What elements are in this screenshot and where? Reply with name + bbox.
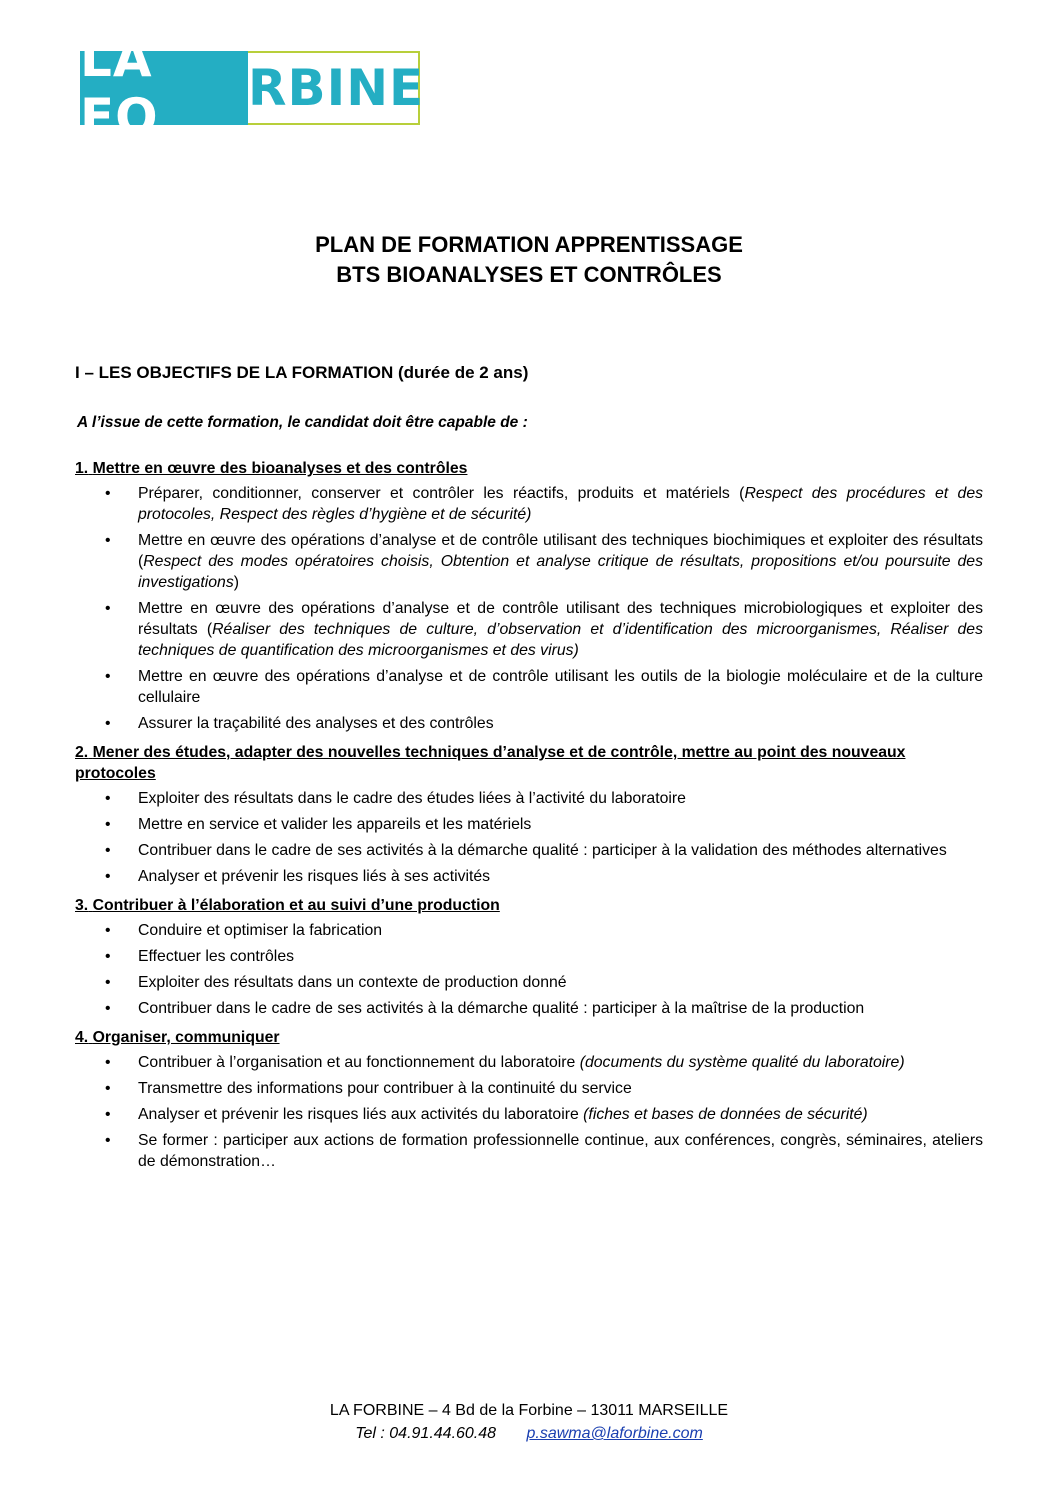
bullet-icon: • [105, 1106, 111, 1123]
objective-list [75, 1052, 983, 1172]
footer-phone: Tel : 04.91.44.60.48 [355, 1425, 497, 1442]
footer-address: LA FORBINE – 4 Bd de la Forbine – 13011 MARSEILLE [329, 1402, 729, 1419]
bullet-icon: • [105, 868, 111, 885]
logo-text-right: RBINE [248, 59, 425, 117]
list-item [75, 920, 983, 941]
objective-group-title [75, 1027, 983, 1048]
list-item-italic-text: Respect des modes opératoires choisis, Obtention et analyse critique de résultats, propositions et/ou poursuite des investigations [138, 553, 983, 591]
logo-left-block [80, 30, 248, 146]
bullet-icon: • [105, 974, 111, 991]
objective-group-label: Organiser, communiquer [92, 1029, 280, 1046]
list-item-text: Exploiter des résultats dans le cadre des études liées à l’activité du laboratoire [138, 790, 686, 807]
la-forbine-logo [80, 30, 425, 146]
footer-contact [0, 1425, 1058, 1443]
list-item [75, 1104, 983, 1125]
list-item [75, 1052, 983, 1073]
document-title-line2: BTS BIOANALYSES ET CONTRÔLES [336, 262, 722, 287]
list-item [75, 483, 983, 525]
list-item-text: Analyser et prévenir les risques liés à ses activités [138, 868, 491, 885]
list-item-italic-text: (fiches et bases de données de sécurité) [583, 1106, 868, 1123]
bullet-icon: • [105, 485, 111, 502]
objective-group-title [75, 458, 983, 479]
list-item-tail-text: ) [233, 574, 239, 591]
list-item-text: Mettre en œuvre des opérations d’analyse et de contrôle utilisant les outils de la biologie moléculaire et de la culture cellulaire [138, 668, 983, 706]
list-item [75, 998, 983, 1019]
objective-group-label: Mener des études, adapter des nouvelles techniques d’analyse et de contrôle, mettre au point des nouveaux protocoles [75, 744, 906, 782]
bullet-icon: • [105, 842, 111, 859]
list-item [75, 840, 983, 861]
bullet-icon: • [105, 600, 111, 617]
objective-group-title [75, 742, 983, 784]
list-item-italic-text: Réaliser des techniques de culture, d’observation et d’identification des microorganismes, Réaliser des techniques de quantification des microorganismes et des virus) [138, 621, 983, 659]
bullet-icon: • [105, 1000, 111, 1017]
list-item [75, 946, 983, 967]
bullet-icon: • [105, 922, 111, 939]
list-item-text: Contribuer à l’organisation et au fonctionnement du laboratoire [138, 1054, 580, 1071]
list-item-italic-text: Respect des procédures et des protocoles, Respect des règles d’hygiène et de sécurité) [138, 485, 983, 523]
objective-group-label: Mettre en œuvre des bioanalyses et des contrôles [92, 460, 468, 477]
list-item [75, 972, 983, 993]
objective-group-number: 2. [75, 744, 89, 761]
list-item [75, 713, 983, 734]
list-item-text: Mettre en œuvre des opérations d’analyse et de contrôle utilisant des techniques microbiologiques et exploiter des résultats ( [138, 600, 983, 638]
objective-list [75, 483, 983, 734]
bullet-icon: • [105, 948, 111, 965]
list-item-text: Contribuer dans le cadre de ses activités à la démarche qualité : participer à la maîtrise de la production [138, 1000, 865, 1017]
list-item [75, 814, 983, 835]
bullet-icon: • [105, 532, 111, 549]
list-item-text: Conduire et optimiser la fabrication [138, 922, 383, 939]
intro-text: A l’issue de cette formation, le candidat doit être capable de : [77, 414, 528, 431]
section-heading: I – LES OBJECTIFS DE LA FORMATION (durée de 2 ans) [75, 363, 529, 382]
objective-group-title [75, 895, 983, 916]
list-item [75, 530, 983, 593]
document-title-line1: PLAN DE FORMATION APPRENTISSAGE [315, 232, 743, 257]
bullet-icon: • [105, 668, 111, 685]
list-item-text: Préparer, conditionner, conserver et contrôler les réactifs, produits et matériels ( [138, 485, 745, 502]
list-item-text: Exploiter des résultats dans un contexte de production donné [138, 974, 567, 991]
bullet-icon: • [105, 715, 111, 732]
list-item-italic-text: (documents du système qualité du laboratoire) [579, 1054, 905, 1071]
list-item-text: Effectuer les contrôles [138, 948, 295, 965]
objective-list [75, 920, 983, 1019]
list-item [75, 866, 983, 887]
list-item [75, 1078, 983, 1099]
objective-group-number: 1. [75, 460, 89, 477]
list-item-text: Mettre en œuvre des opérations d’analyse et de contrôle utilisant des techniques biochimiques et exploiter des résultats ( [138, 532, 983, 570]
list-item-text: Transmettre des informations pour contribuer à la continuité du service [138, 1080, 632, 1097]
list-item [75, 666, 983, 708]
list-item [75, 788, 983, 809]
list-item-text: Assurer la traçabilité des analyses et des contrôles [138, 715, 494, 732]
bullet-icon: • [105, 790, 111, 807]
footer-email-link[interactable]: p.sawma@laforbine.com [526, 1425, 703, 1442]
bullet-icon: • [105, 1054, 111, 1071]
objective-group-number: 4. [75, 1029, 89, 1046]
objective-group-label: Contribuer à l’élaboration et au suivi d’une production [92, 897, 500, 914]
list-item-text: Contribuer dans le cadre de ses activités à la démarche qualité : participer à la validation des méthodes alternatives [138, 842, 947, 859]
list-item [75, 598, 983, 661]
bullet-icon: • [105, 816, 111, 833]
bullet-icon: • [105, 1132, 111, 1149]
objective-group-number: 3. [75, 897, 89, 914]
list-item-text: Analyser et prévenir les risques liés aux activités du laboratoire [138, 1106, 584, 1123]
objectives-content [75, 458, 983, 1180]
list-item-text: Mettre en service et valider les appareils et les matériels [138, 816, 532, 833]
list-item [75, 1130, 983, 1172]
logo-text-left: LA FO [80, 30, 159, 146]
list-item-text: Se former : participer aux actions de formation professionnelle continue, aux conférences, congrès, séminaires, ateliers de démonstration… [138, 1132, 983, 1170]
logo-right-block [248, 51, 425, 125]
bullet-icon: • [105, 1080, 111, 1097]
objective-list [75, 788, 983, 887]
